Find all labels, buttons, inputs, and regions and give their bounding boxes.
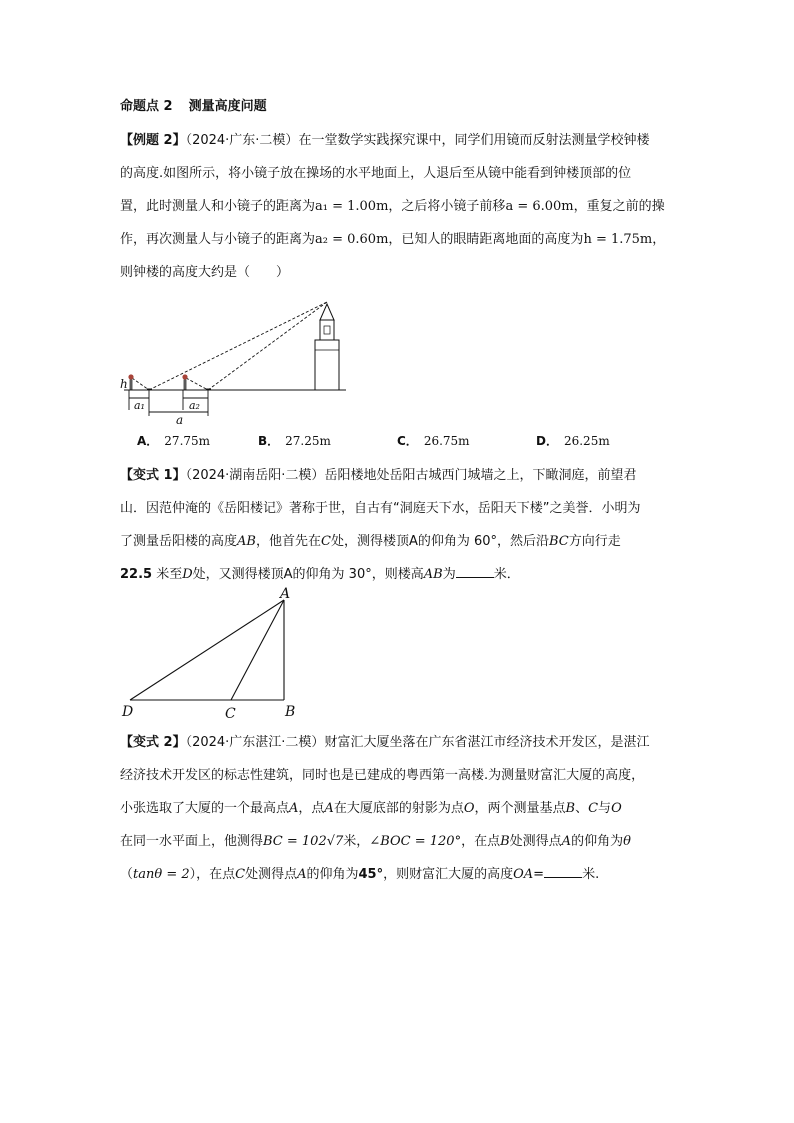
variant-1-line-3: [120, 525, 680, 558]
label-a: a: [176, 413, 184, 426]
mirror-marker: [206, 389, 211, 391]
variant-2-source: （2024·广东湛江·二模）: [185, 735, 325, 750]
mirror-marker: [147, 389, 152, 391]
line-da: [130, 600, 284, 700]
choice-b[interactable]: [258, 432, 331, 449]
v2-oa: OA: [513, 867, 534, 882]
h-equation: h = 1.75m: [583, 232, 653, 247]
line-ca: [231, 600, 284, 700]
example-2-source: （2024·广东·二模）: [185, 133, 299, 148]
variant-2-line-5: [120, 858, 680, 891]
mirror-reflection-figure: [118, 298, 353, 426]
v2-text-4a: 在同一水平面上，他测得: [120, 834, 264, 849]
choice-d-value: 26.25m: [563, 434, 610, 448]
choice-b-label: B．: [258, 434, 280, 448]
choice-a-value: 27.75m: [164, 434, 211, 448]
choice-b-value: 27.25m: [285, 434, 331, 448]
v2-c: C: [588, 801, 599, 816]
example-2-text-3c: ，重复之前的操: [573, 199, 665, 214]
v1-text-4b: 处，又测得楼顶A的仰角为 30°，则楼高: [192, 567, 424, 582]
v2-text-3a: 小张选取了大厦的一个最高点: [120, 801, 290, 816]
v2-text-3e: 与: [598, 801, 612, 816]
variant-2-tag: 【变式 2】: [120, 735, 186, 750]
variant-1-source: （2024·湖南岳阳·二模）: [185, 468, 325, 483]
v2-text-5g: 米.: [582, 867, 600, 882]
v2-text-3c: 在大厦底部的射影为点: [333, 801, 464, 816]
example-2-text-3a: 置，此时测量人和小镜子的距离为: [120, 199, 316, 214]
a-equation: a = 6.00m: [505, 199, 574, 214]
choice-a[interactable]: [137, 432, 210, 449]
v2-45-degrees: 45°: [358, 867, 384, 882]
answer-blank[interactable]: [544, 865, 582, 878]
label-a1: a₁: [134, 399, 145, 412]
v2-text-5d: 的仰角为: [306, 867, 359, 882]
section-number: 命题点 2: [120, 99, 173, 114]
v1-ab: AB: [237, 534, 256, 549]
example-2-line-1: [120, 124, 680, 157]
v2-sep: 、: [575, 801, 589, 816]
sight-lines: [132, 302, 327, 390]
v2-b-2: B: [500, 834, 510, 849]
label-b: B: [285, 704, 296, 720]
example-2-line-4: [120, 223, 680, 256]
label-d: D: [122, 704, 134, 720]
triangle-figure: [118, 584, 303, 724]
v2-o: O: [463, 801, 475, 816]
v2-text-5b: ），在点: [189, 867, 236, 882]
v2-text-4d: 处测得点: [509, 834, 562, 849]
example-2-text-4b: ，已知人的眼睛距离地面的高度为: [388, 232, 584, 247]
section-heading: [120, 95, 267, 114]
label-h: h: [120, 377, 128, 391]
v1-distance: 22.5: [120, 567, 153, 582]
choice-d-label: D．: [536, 434, 558, 448]
v2-a-4: A: [297, 867, 307, 882]
answer-blank[interactable]: [456, 565, 494, 578]
person-icon: [128, 374, 133, 389]
v2-text-4b: 米，: [343, 834, 370, 849]
v2-equals: =: [533, 867, 545, 882]
choice-c[interactable]: [397, 432, 470, 449]
variant-1-line-2: 山．因范仲淹的《岳阳楼记》著称于世，自古有“洞庭天下水，岳阳天下楼”之美誉．小明为: [120, 501, 641, 516]
v2-c-2: C: [235, 867, 246, 882]
v2-text-3d: ，两个测量基点: [474, 801, 566, 816]
v1-text-4d: 米．: [493, 567, 520, 582]
v2-text-5c: 处测得点: [245, 867, 298, 882]
v2-a: A: [289, 801, 299, 816]
v2-tan-equation: tanθ = 2: [133, 867, 190, 882]
choice-d[interactable]: [536, 432, 610, 449]
v1-c: C: [320, 534, 331, 549]
v1-text-3a: 了测量岳阳楼的高度: [120, 534, 238, 549]
example-2-tag: 【例题 2】: [120, 133, 186, 148]
variant-2-line-2: 经济技术开发区的标志性建筑，同时也是已建成的粤西第一高楼.为测量财富汇大厦的高度，: [120, 768, 645, 783]
example-2-line-2: 的高度.如图所示，将小镜子放在操场的水平地面上，人退后至从镜中能看到钟楼顶部的位: [120, 166, 632, 181]
a2-equation: a₂ = 0.60m: [315, 232, 389, 247]
v2-theta: θ: [623, 834, 631, 849]
v2-text-4c: ，在点: [461, 834, 501, 849]
v2-angle-equation: ∠BOC = 120°: [369, 834, 462, 849]
variant-1-tag: 【变式 1】: [120, 468, 186, 483]
v1-text-3b: ，他首先在: [255, 534, 321, 549]
v2-a-3: A: [561, 834, 572, 849]
section-title: 测量高度问题: [188, 99, 267, 114]
choice-c-label: C．: [397, 434, 418, 448]
label-a: A: [280, 586, 291, 602]
variant-2-text: [120, 726, 680, 891]
v1-bc: BC: [549, 534, 569, 549]
example-2-line-5: 则钟楼的高度大约是（ ）: [120, 265, 290, 280]
choice-a-label: A．: [137, 434, 159, 448]
example-2-text-3b: ，之后将小镜子前移: [388, 199, 506, 214]
v2-text-3b: ，点: [298, 801, 325, 816]
v2-text-5a: （: [120, 867, 134, 882]
example-2-text: [120, 124, 680, 289]
v2-o-2: O: [611, 801, 622, 816]
v1-text-3d: 方向行走: [568, 534, 621, 549]
variant-2-text-1: 财富汇大厦坐落在广东省湛江市经济技术开发区，是湛江: [324, 735, 650, 750]
v1-text-4c: 为: [442, 567, 456, 582]
choice-c-value: 26.75m: [423, 434, 470, 448]
variant-1-text: [120, 459, 680, 591]
v1-text-4a: 米至: [152, 567, 183, 582]
label-a2: a₂: [189, 399, 200, 412]
label-c: C: [225, 706, 236, 722]
a1-equation: a₁ = 1.00m: [315, 199, 389, 214]
v2-text-5e: ，则财富汇大厦的高度: [383, 867, 514, 882]
v2-bc-equation: BC = 102√7: [263, 834, 344, 849]
example-2-text-1: 在一堂数学实践探究课中，同学们用镜而反射法测量学校钟楼: [298, 133, 650, 148]
clock-tower-icon: [315, 304, 339, 390]
example-2-line-3: [120, 190, 680, 223]
variant-2-line-4: [120, 825, 680, 858]
v1-text-3c: 处，测得楼顶A的仰角为 60°，然后沿: [330, 534, 550, 549]
variant-2-line-3: [120, 792, 680, 825]
variant-1-line-1: [120, 459, 680, 492]
variant-2-line-1: [120, 726, 680, 759]
v1-d: D: [182, 567, 193, 582]
v2-text-4e: 的仰角为: [571, 834, 624, 849]
example-2-text-4c: ，: [652, 232, 666, 247]
person-icon: [182, 374, 187, 389]
v1-ab-2: AB: [423, 567, 443, 582]
v2-b: B: [565, 801, 576, 816]
v2-a-2: A: [324, 801, 334, 816]
example-2-text-4a: 作，再次测量人与小镜子的距离为: [120, 232, 316, 247]
variant-1-text-1: 岳阳楼地处岳阳古城西门城墙之上，下瞰洞庭，前望君: [324, 468, 637, 483]
